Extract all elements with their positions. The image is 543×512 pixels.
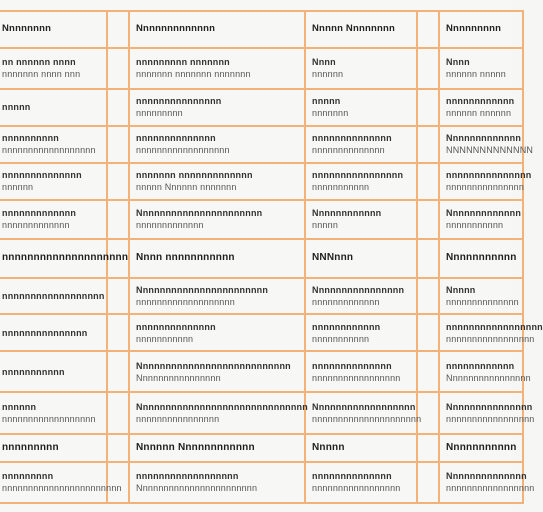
table-cell (305, 392, 422, 433)
table-row (0, 200, 523, 239)
table-gap-cell (107, 163, 129, 200)
cell-text-line: nnnnnnnnnnn (2, 366, 65, 377)
table-cell (0, 314, 107, 351)
table-cell (0, 89, 107, 126)
table-cell (305, 314, 417, 351)
table-cell (439, 89, 523, 126)
table-cell (305, 462, 417, 503)
table-gap-cell (107, 434, 129, 462)
table-cell (305, 278, 417, 315)
cell-text-line: nnnnnnnnnnnnnnnnn (446, 333, 535, 344)
table-row (0, 392, 523, 433)
table-cell (129, 48, 305, 89)
table-cell (129, 89, 305, 126)
cell-text-line: NNNNNNNNNNNNN (446, 145, 534, 156)
cell-text-line: nnnnnnnnnnnnnnnnnnnn (2, 252, 129, 264)
cell-text-line: nnnnnnnnnnnnnnnnnn (136, 471, 239, 482)
cell-text-line: Nnnnnnnnnnnnnn (446, 471, 527, 482)
cell-text-line: nnnnnnnnnnn (312, 182, 370, 193)
cell-text-line: Nnnnnnnnnnnnnnnn (136, 372, 221, 383)
table-cell (439, 434, 523, 462)
cell-text-line: nnnnnnnnnnnnnnnnnnn (136, 296, 235, 307)
table-cell (0, 392, 107, 433)
table-cell (439, 239, 523, 278)
cell-text-line: nnnnnnnnn (2, 441, 59, 453)
cell-text-line: nnnnnnnnnnnnnnn (2, 327, 88, 338)
cell-text-line: nn nnnnnn nnnn (2, 57, 76, 68)
cell-text-line: nnnnnnn (312, 108, 349, 119)
table-cell (0, 48, 107, 89)
cell-text-line: nnnnnnnnnnn (136, 333, 194, 344)
cell-text-line: Nnnnnnnnnnnnnnnn (312, 284, 405, 295)
table-cell (0, 163, 107, 200)
cell-text-line: Nnnn nnnnnnnnnnn (136, 252, 235, 264)
cell-text-line: Nnnnnnnnnnnnnnnnnnnnnnn (136, 483, 258, 494)
table-cell (129, 392, 308, 433)
table-cell (439, 392, 535, 433)
cell-text-line: nnnnn (2, 102, 31, 113)
table-row (0, 314, 523, 351)
cell-text-line: nnnnnnnnnnn (312, 333, 370, 344)
table-cell (439, 314, 543, 351)
table-header-row (0, 11, 523, 48)
table-header-cell (305, 11, 417, 48)
table-cell (439, 126, 534, 163)
cell-text-line: nnnnnnnnnnnnn (2, 220, 70, 231)
cell-text-line: nnnnnnn nnnnnnnnnnnnn (136, 170, 253, 181)
cell-text-line: nnnnnnnnnnnnnn (136, 133, 216, 144)
cell-text-line: Nnnnnnnnnnnnnnnn (446, 372, 531, 383)
table-row (0, 163, 523, 200)
table-cell (439, 462, 535, 503)
table-cell (0, 126, 107, 163)
cell-text-line: Nnnnnnnn (2, 23, 52, 35)
table-cell (439, 48, 523, 89)
cell-text-line: nnnnnnnnn nnnnnnn (136, 57, 230, 68)
table-gap-cell (417, 126, 439, 163)
cell-text-line: nnnnnnnnnn (2, 133, 59, 144)
table-header-cell (0, 11, 107, 48)
table-cell (129, 314, 305, 351)
cell-text-line: nnnnnn (312, 69, 344, 80)
table-gap-cell (107, 48, 129, 89)
table-cell (129, 126, 305, 163)
cell-text-line: nnnnnn (2, 182, 34, 193)
table-cell (0, 462, 122, 503)
cell-text-line: nnnnnnnnnnnnnnnn (312, 170, 404, 181)
cell-text-line: nnnnnnnnnnn (446, 220, 504, 231)
cell-text-line: nnnnnnnnnnnnnnnnn (446, 483, 535, 494)
table-row (0, 126, 523, 163)
cell-text-line: nnnnnnnnnnnnn (136, 220, 204, 231)
table-gap-cell (417, 351, 439, 392)
cell-text-line: nnnnnnnnnnnnnnnnnn (2, 413, 96, 424)
cell-text-line: Nnnnnnnnnnn (446, 252, 517, 264)
cell-text-line: nnnnnnnnnnnnnnnnnn (136, 145, 230, 156)
cell-text-line: nnnnnnnnnnnnnnnnn (446, 413, 535, 424)
table-gap-cell (417, 89, 439, 126)
cell-text-line: Nnnnnnnnnnnnn (446, 133, 522, 144)
cell-text-line: nnnnnnnnnnnnnnn (446, 170, 532, 181)
table-gap-cell (107, 351, 129, 392)
table-cell (305, 351, 417, 392)
table-header-cell (129, 11, 305, 48)
table-gap-cell (417, 434, 439, 462)
table-gap-cell (107, 126, 129, 163)
cell-text-line: nnnnnnnnnnnnnnnnn (446, 321, 543, 332)
table-cell (305, 163, 417, 200)
cell-text-line: nnnnnnnnn (2, 471, 54, 482)
table-row (0, 351, 523, 392)
table-gap-cell (417, 239, 439, 278)
cell-text-line: Nnnnn Nnnnnnnn (312, 23, 395, 35)
table-cell (0, 278, 107, 315)
cell-text-line: Nnnnnnnnnnnnn (446, 208, 522, 219)
cell-text-line: Nnnn (312, 57, 336, 68)
cell-text-line: NNNnnn (312, 252, 354, 264)
cell-text-line: nnnnnnnnnnnnnn (136, 321, 216, 332)
cell-text-line: Nnnnn (446, 284, 476, 295)
cell-text-line: nnnnnnnnnnnn (446, 96, 515, 107)
cell-text-line: nnnnnnnnnnnnn (312, 296, 380, 307)
table-gap-cell (417, 314, 439, 351)
table-cell (129, 239, 305, 278)
table-gap-cell (107, 11, 129, 48)
table-header-cell (439, 11, 523, 48)
table-cell (129, 200, 305, 239)
table-gap-cell (107, 392, 129, 433)
cell-text-line: nnnnnn nnnnnn (446, 108, 512, 119)
table-gap-cell (107, 200, 129, 239)
cell-text-line: nnnnnn (2, 401, 37, 412)
cell-text-line: Nnnnnnnnnnnnnnnnnn (312, 401, 416, 412)
table-cell (439, 200, 523, 239)
table-row (0, 239, 523, 278)
table-cell (305, 89, 417, 126)
table-cell (0, 351, 107, 392)
table-gap-cell (107, 278, 129, 315)
table-row (0, 462, 523, 503)
table-cell (129, 163, 305, 200)
cell-text-line: nnnnn (312, 96, 341, 107)
cell-text-line: Nnnnnnnnn (446, 23, 502, 35)
table-gap-cell (417, 462, 439, 503)
table-gap-cell (417, 48, 439, 89)
table-cell (129, 434, 305, 462)
table-cell (439, 351, 531, 392)
cell-text-line: nnnnnnnnnnnnnnnnnn (2, 290, 105, 301)
cell-text-line: Nnnnnnnnnnnnnnnnnnnnnn (136, 208, 263, 219)
table-gap-cell (417, 163, 439, 200)
cell-text-line: nnnnnnnnnnnn (312, 321, 381, 332)
cell-text-line: Nnnnn (312, 441, 345, 453)
table-cell (129, 278, 305, 315)
cell-text-line: nnnnnnnnnnnnnn (312, 360, 392, 371)
data-table (0, 10, 543, 504)
cell-text-line: Nnnnnnnnnnn (446, 441, 517, 453)
cell-text-line: Nnnnnnnnnnnnnnnnnnnnnnnnnnnnnn (136, 401, 308, 412)
table-cell (0, 200, 107, 239)
table-cell (129, 351, 305, 392)
cell-text-line: Nnnnnnnnnnnn (312, 208, 382, 219)
table-cell (305, 126, 417, 163)
table-body (0, 11, 543, 503)
cell-text-line: nnnnn Nnnnnn nnnnnnn (136, 182, 237, 193)
table-row (0, 278, 523, 315)
cell-text-line: nnnnnnnnnnnnnn (446, 296, 519, 307)
cell-text-line: Nnnnnnnnnnnnnnn (446, 401, 533, 412)
table-cell (305, 48, 417, 89)
table-row (0, 89, 523, 126)
table-row (0, 48, 523, 89)
table-gap-cell (107, 89, 129, 126)
table-cell (305, 239, 417, 278)
cell-text-line: nnnnnnn nnnn nnn (2, 69, 81, 80)
cell-text-line: nnnnnnnnnnnn (446, 360, 515, 371)
table-cell (439, 163, 532, 200)
table-gap-cell (107, 314, 129, 351)
cell-text-line: nnnnnnnnnnnnnn (312, 145, 385, 156)
table-row (0, 434, 523, 462)
table-gap-cell (417, 392, 439, 433)
cell-text-line: nnnnnnnnnnnnnnn (446, 182, 525, 193)
cell-text-line: nnnnnnnnn (136, 108, 183, 119)
cell-text-line: nnnnnnnnnnnnnnnnn (312, 372, 401, 383)
table-cell (0, 434, 107, 462)
cell-text-line: nnnnnnnnnnnnnnnnnnnnn (312, 413, 422, 424)
table-cell (439, 278, 523, 315)
cell-text-line: nnnnn (312, 220, 339, 231)
cell-text-line: nnnnnnnnnnnnn (2, 208, 77, 219)
cell-text-line: nnnnnnnnnnnnnn (312, 133, 392, 144)
cell-text-line: nnnnnnnnnnnnnn (312, 471, 392, 482)
cell-text-line: nnnnnnnnnnnnnnnnnn (2, 145, 96, 156)
cell-text-line: nnnnnnnnnnnnnnnnnnnnnnn (2, 483, 122, 494)
table-gap-cell (417, 200, 439, 239)
table-cell (129, 462, 305, 503)
cell-text-line: Nnnnnnnnnnnnn (136, 23, 216, 35)
cell-text-line: Nnnnnnnnnnnnnnnnnnnnnnn (136, 284, 269, 295)
cell-text-line: Nnnnnnnnnnnnnnnnnnnnnnnnnnn (136, 360, 291, 371)
cell-text-line: nnnnnnnnnnnnnnnnn (312, 483, 401, 494)
table-cell (305, 200, 417, 239)
table-cell (0, 239, 129, 278)
cell-text-line: Nnnn (446, 57, 470, 68)
table-gap-cell (417, 278, 439, 315)
cell-text-line: Nnnnnn Nnnnnnnnnnnn (136, 441, 255, 453)
cell-text-line: nnnnnnnnnnnnnn (2, 170, 82, 181)
table-gap-cell (417, 11, 439, 48)
cell-text-line: nnnnnnnnnnnnnnn (136, 96, 222, 107)
cell-text-line: nnnnnn nnnnn (446, 69, 506, 80)
cell-text-line: nnnnnnnnnnnnnnnn (136, 413, 220, 424)
cell-text-line: nnnnnnn nnnnnnn nnnnnnn (136, 69, 251, 80)
table-cell (305, 434, 417, 462)
